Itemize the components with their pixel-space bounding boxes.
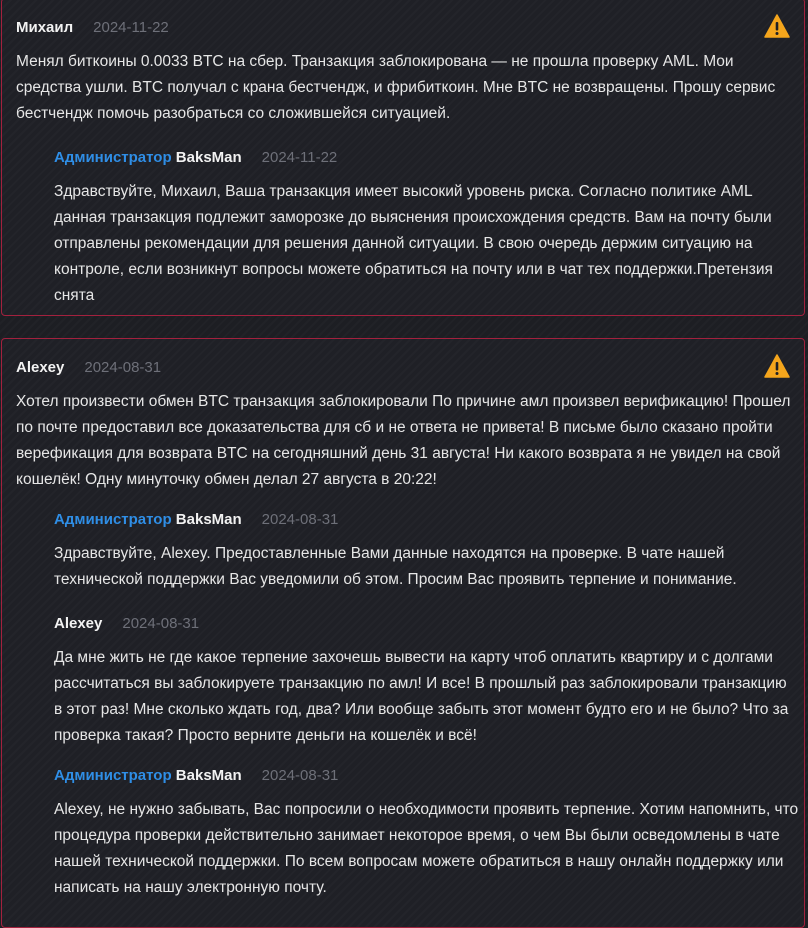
reply-author: BaksMan [175,149,242,166]
admin-role-label: Администратор [54,149,172,166]
review-author: Михаил [16,19,74,36]
warning-icon[interactable] [764,14,790,38]
reply-date: 2024-08-31 [122,615,200,632]
reply-author: BaksMan [175,511,242,528]
reply-text: Alexey, не нужно забывать, Вас попросили о необходимости проявить терпение. Хотим напомнить, что процедура проверки действительно занимает некоторое время, о чем Вы были осведомлены в чате нашей технической поддержки. По всем вопросам можете обратиться в нашу онлайн поддержку или написать на нашу электронную почту. [54,801,799,896]
reply-header [54,767,338,784]
review-header [16,359,161,376]
review-date: 2024-08-31 [84,359,162,376]
reply-author: BaksMan [175,767,242,784]
reply-header [54,615,199,632]
review-text: Менял биткоины 0.0033 BTC на сбер. Транзакция заблокирована — не прошла проверку AML. Мои средства ушли. BTC получал с крана бестчендж, и фрибиткоин. Мне BTC не возвращены. Прошу сервис бестчендж помочь разобраться со сложившейся ситуацией. [16,53,776,122]
review-author: Alexey [16,359,65,376]
review-card [1,0,805,316]
reply-date: 2024-08-31 [261,767,339,784]
review-card [1,338,805,928]
reply-date: 2024-11-22 [261,149,338,166]
admin-role-label: Администратор [54,511,172,528]
review-text: Хотел произвести обмен BTC транзакция заблокировали По причине амл произвел верификацию! Прошел по почте предоставил все доказательства для сб и не ответа не привета! В письме было сказано пройти верефикация для возврата BTC на сегодняшний день 31 августа! Ни какого возврата я не увидел на свой кошелёк! Одну минуточку обмен делал 27 августа в 20:22! [16,393,791,488]
admin-role-label: Администратор [54,767,172,784]
review-header [16,19,169,36]
reply-author: Alexey [54,615,103,632]
reply-text: Здравствуйте, Михаил, Ваша транзакция имеет высокий уровень риска. Согласно политике AML данная транзакция подлежит заморозке до выяснения происхождения средств. Вам на почту были отправлены рекомендации для решения данной ситуации. В свою очередь держим ситуацию на контроле, если возникнут вопросы можете обратиться на почту или в чат тех поддержки.Претензия снята [54,183,773,304]
reply-text: Здравствуйте, Alexey. Предоставленные Вами данные находятся на проверке. В чате нашей технической поддержки Вас уведомили об этом. Просим Вас проявить терпение и понимание. [54,545,737,588]
warning-icon[interactable] [764,354,790,378]
reply-date: 2024-08-31 [261,511,339,528]
reply-text: Да мне жить не где какое терпение захочешь вывести на карту чтоб оплатить квартиру и с долгами рассчитаться вы заблокируете транзакцию по амл! И все! В прошлый раз заблокировали транзакцию в этот раз! Мне сколько ждать год, два? Или вообще забыть этот момент будто его и не было? Что за проверка такая? Просто верните деньги на кошелёк и всё! [54,649,789,744]
review-date: 2024-11-22 [93,19,169,36]
reply-header [54,511,338,528]
reply-header [54,149,337,166]
